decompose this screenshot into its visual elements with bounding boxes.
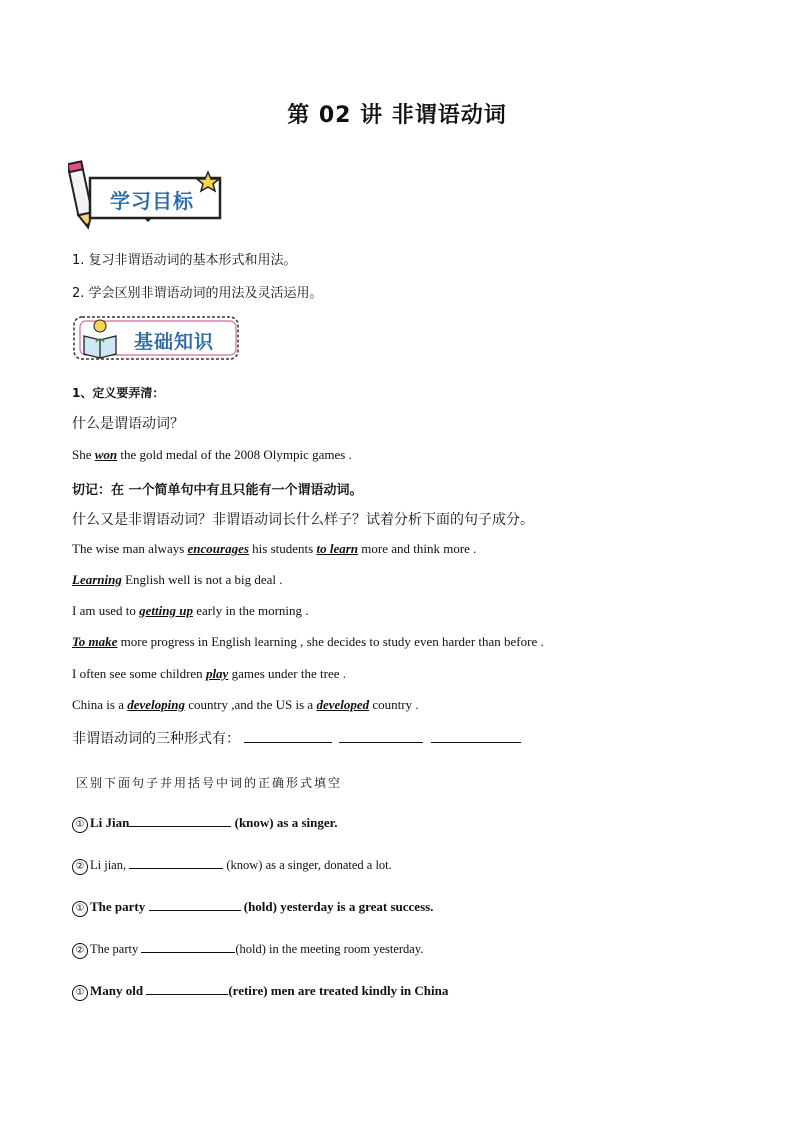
highlighted-verb: developed bbox=[316, 697, 370, 712]
example-sentence-5: To make more progress in English learning , she decides to study even harder than before . bbox=[72, 634, 544, 649]
example-sentence-2: The wise man always encourages his students to learn more and think more . bbox=[72, 541, 477, 556]
exercise-item-4: ② The party (hold) in the meeting room yesterday. bbox=[72, 940, 423, 959]
page-title: 第 02 讲 非谓语动词 bbox=[287, 103, 507, 128]
answer-blank[interactable] bbox=[149, 898, 241, 911]
answer-blank[interactable] bbox=[146, 982, 228, 995]
exercise-item-1: ① Li Jian (know) as a singer. bbox=[72, 814, 337, 833]
example-sentence-1: She won the gold medal of the 2008 Olympic games . bbox=[72, 447, 352, 462]
basic-knowledge-banner bbox=[72, 314, 242, 364]
example-sentence-3: Learning English well is not a big deal . bbox=[72, 572, 283, 587]
highlighted-verb: developing bbox=[127, 697, 186, 712]
answer-blank[interactable] bbox=[141, 940, 235, 953]
highlighted-verb: to learn bbox=[316, 541, 359, 556]
highlighted-verb: getting up bbox=[139, 603, 193, 618]
goal-item-2: 2. 学会区别非谓语动词的用法及灵活运用。 bbox=[72, 286, 323, 301]
learning-goals-label: 学习目标 bbox=[110, 189, 194, 213]
question-non-predicate: 什么又是非谓语动词？非谓语动词长什么样子？试着分析下面的句子成分。 bbox=[72, 512, 534, 528]
example-sentence-7: China is a developing country ,and the US is a developed country . bbox=[72, 697, 419, 712]
note-remember: 切记：在 一个简单句中有且只能有一个谓语动词。 bbox=[72, 483, 363, 498]
example-sentence-6: I often see some children play games under the tree . bbox=[72, 666, 347, 681]
example-sentence-4: I am used to getting up early in the morning . bbox=[72, 603, 309, 618]
goal-item-1: 1. 复习非谓语动词的基本形式和用法。 bbox=[72, 253, 297, 268]
highlighted-verb: Learning bbox=[72, 572, 122, 587]
learning-goals-banner bbox=[68, 158, 233, 230]
answer-blank[interactable] bbox=[129, 814, 231, 827]
answer-blank[interactable] bbox=[244, 730, 332, 743]
answer-blank[interactable] bbox=[339, 730, 423, 743]
three-forms-line: 非谓语动词的三种形式有： bbox=[72, 728, 521, 748]
exercise-item-3: ① The party (hold) yesterday is a great success. bbox=[72, 898, 433, 917]
highlighted-verb: To make bbox=[72, 634, 118, 649]
answer-blank[interactable] bbox=[129, 856, 223, 869]
exercise-item-2: ② Li jian, (know) as a singer, donated a lot. bbox=[72, 856, 392, 875]
highlighted-verb: play bbox=[205, 666, 229, 681]
answer-blank[interactable] bbox=[431, 730, 521, 743]
section-heading: 1、定义要弄清： bbox=[72, 386, 165, 400]
highlighted-verb: encourages bbox=[187, 541, 249, 556]
basic-knowledge-label: 基础知识 bbox=[134, 331, 215, 353]
exercise-instruction: 区别下面句子并用括号中词的正确形式填空 bbox=[76, 776, 343, 790]
question-what-is-predicate: 什么是谓语动词？ bbox=[72, 416, 184, 432]
exercise-item-5: ① Many old (retire) men are treated kindly in China bbox=[72, 982, 448, 1001]
highlighted-verb: won bbox=[94, 447, 118, 462]
